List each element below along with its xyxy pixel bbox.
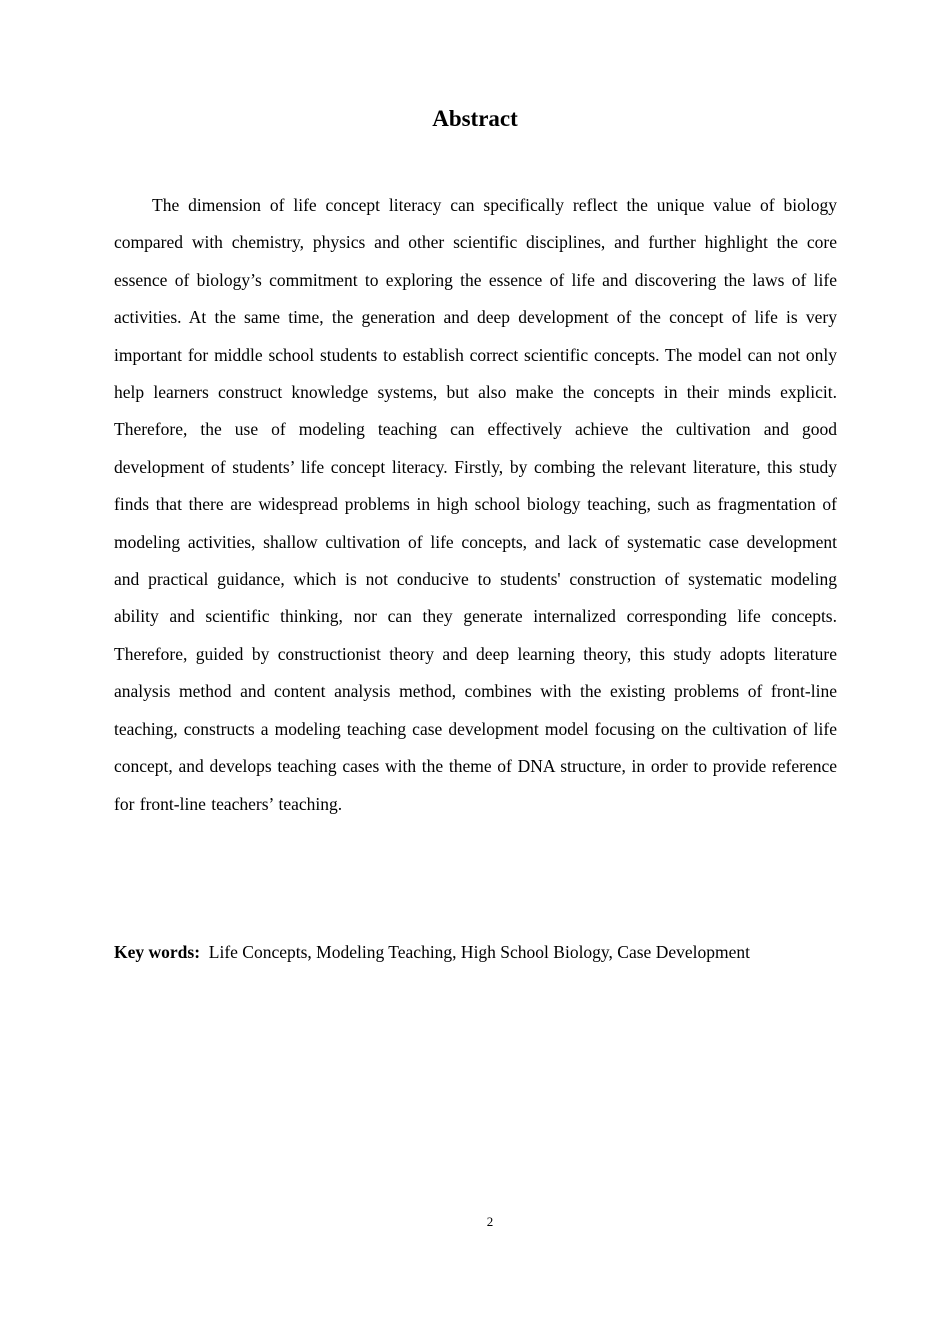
- keywords-line: [114, 937, 874, 967]
- keywords-label: Key words:: [114, 942, 201, 962]
- abstract-body: The dimension of life concept literacy can specifically reflect the unique value of biology compared with chemistry, physics and other scientific disciplines, and further highlight the core essence of biology’s commitment to exploring the essence of life and discovering the laws of life activities. At the same time, the generation and deep development of the concept of life is very important for middle school students to establish correct scientific concepts. The model can not only help learners construct knowledge systems, but also make the concepts in their minds explicit. Therefore, the use of modeling teaching can effectively achieve the cultivation and good development of students’ life concept literacy. Firstly, by combing the relevant literature, this study finds that there are widespread problems in high school biology teaching, such as fragmentation of modeling activities, shallow cultivation of life concepts, and lack of systematic case development and practical guidance, which is not conducive to students' construction of systematic modeling ability and scientific thinking, nor can they generate internalized corresponding life concepts. Therefore, guided by constructionist theory and deep learning theory, this study adopts literature analysis method and content analysis method, combines with the existing problems of front-line teaching, constructs a modeling teaching case development model focusing on the cultivation of life concept, and develops teaching cases with the theme of DNA structure, in order to provide reference for front-line teachers’ teaching.: [114, 195, 837, 814]
- abstract-title: Abstract: [432, 106, 518, 131]
- keywords-text: Life Concepts, Modeling Teaching, High School Biology, Case Development: [208, 942, 750, 962]
- page-number: 2: [486, 1214, 494, 1229]
